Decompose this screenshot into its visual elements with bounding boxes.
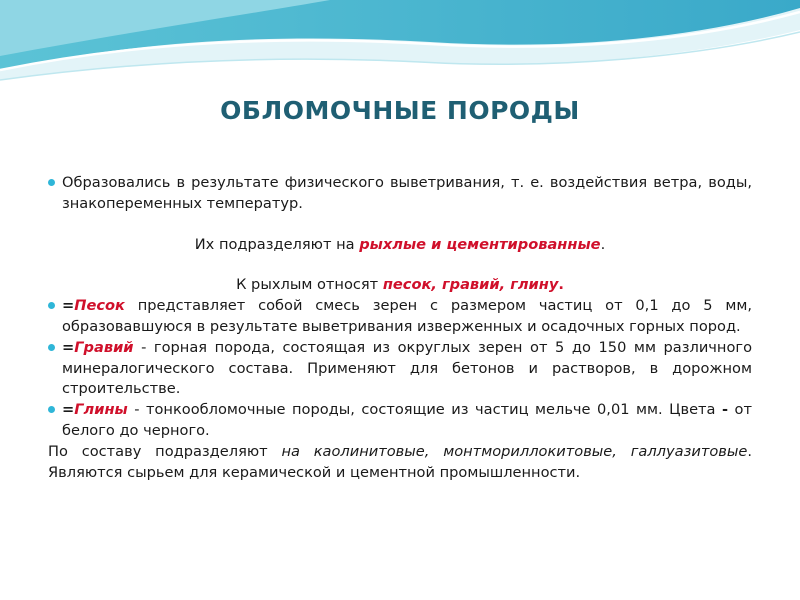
subdivision-prefix: Их подразделяют на	[194, 235, 360, 253]
bullet-clay	[48, 400, 752, 442]
sand-mark: =	[62, 297, 75, 315]
loose-rocks-line	[48, 275, 752, 296]
bullet-dot-icon	[48, 179, 55, 186]
bullet-dot-icon	[48, 344, 55, 351]
gravel-mark: =	[62, 338, 75, 356]
loose-rocks-suffix: .	[558, 276, 564, 294]
clay-text-b: от белого до черного.	[62, 401, 752, 439]
bullet-dot-icon	[48, 406, 55, 413]
clay-dash: -	[722, 401, 729, 419]
formation-text: Образовались в результате физического выветривания, т. е. воздействия ветра, воды, знакопеременных температур.	[62, 174, 752, 212]
slide-content	[48, 173, 752, 483]
sand-text: представляет собой смесь зерен с размером частиц от 0,1 до 5 мм, образовавшуюся в результате выветривания изверженных и осадочных горных пород.	[62, 297, 752, 335]
loose-rocks-highlight: песок, гравий, глину	[382, 276, 559, 294]
sand-term: Песок	[74, 297, 125, 315]
gravel-text: - горная порода, состоящая из округлых зерен от 5 до 150 мм различного минералогического состава. Применяют для бетонов и растворов, в дорожном строительстве.	[62, 338, 752, 398]
loose-rocks-prefix: К рыхлым относят	[236, 276, 383, 294]
clay-term: Глины	[74, 401, 128, 419]
slide-title: ОБЛОМОЧНЫЕ ПОРОДЫ	[220, 96, 580, 125]
subdivision-line	[48, 235, 752, 256]
bullet-gravel	[48, 338, 752, 400]
subdivision-suffix: .	[600, 235, 606, 253]
bullet-formation	[48, 173, 752, 215]
clay-mark: =	[62, 401, 75, 419]
composition-italic: на каолинитовые, монтмориллокитовые, галлуазитовые	[281, 442, 748, 460]
clay-text-a: - тонкообломочные породы, состоящие из частиц мельче 0,01 мм. Цвета	[127, 401, 722, 419]
subdivision-highlight: рыхлые и цементированные	[359, 235, 601, 253]
composition-paragraph	[48, 442, 752, 484]
bullet-dot-icon	[48, 302, 55, 309]
composition-suffix: . Являются сырьем для керамической и цементной промышленности.	[48, 442, 752, 481]
bullet-sand	[48, 296, 752, 338]
gravel-term: Гравий	[74, 338, 134, 356]
composition-prefix: По составу подразделяют	[48, 442, 282, 460]
